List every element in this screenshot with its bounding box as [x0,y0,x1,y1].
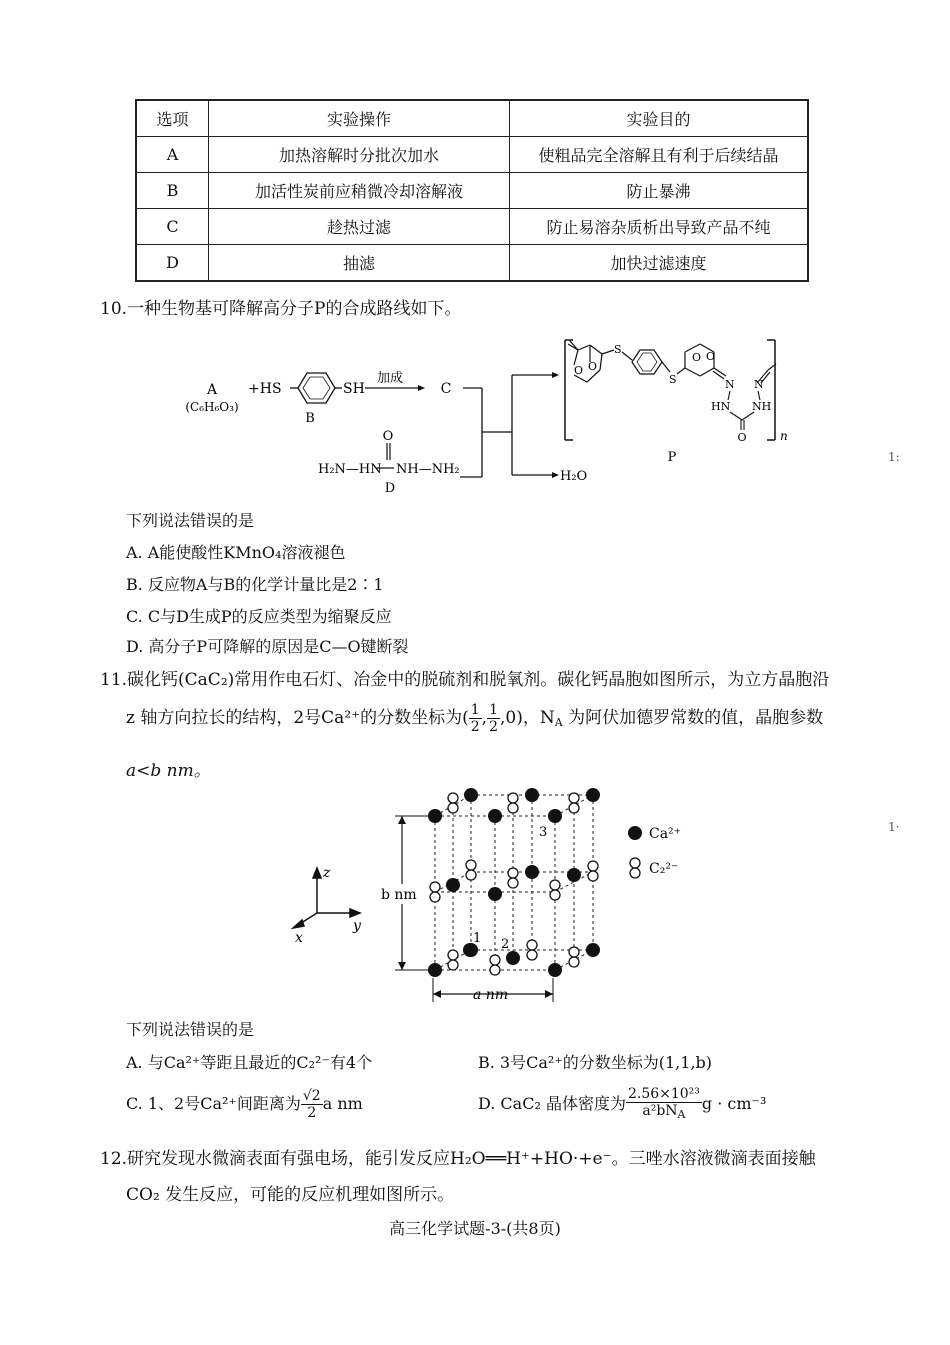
compound-d-label: D [384,481,396,496]
table-row [136,173,808,209]
q11-prompt: 下列说法错误的是 [126,1020,255,1039]
legend-ca-label: Ca²⁺ [649,826,682,842]
p-carbonyl-o: O [737,431,747,444]
axis-x-label: x [295,930,303,946]
table-cell: 防止易溶杂质析出导致产品不纯 [510,209,809,245]
q10-synthesis-scheme [170,330,810,500]
table-cell: D [136,245,209,282]
table-cell: 抽滤 [209,245,510,282]
table-cell: 防止暴沸 [510,173,809,209]
legend-c2-marker [630,858,640,868]
q11-option-c: C. 1、2号Ca²⁺间距离为 $\frac{√2}{2}$ a nm [126,1088,363,1121]
fraction-density: $\frac{\text{2.56×10²³}}{a^2bN_A}$ [627,1086,700,1121]
d-left-group: H₂N—HN [318,462,382,477]
p-nitrogen: N [725,378,735,391]
q10-option-c: C. C与D生成P的反应类型为缩聚反应 [126,607,392,626]
compound-b-label: B [305,411,315,426]
p-nitrogen: N [754,378,764,391]
fraction-half: $\frac{1}{2}$ [470,702,480,735]
compound-a-formula: (C₆H₆O₃) [185,400,239,414]
addition-arrow-label: 加成 [376,371,404,386]
table-cell: C [136,209,209,245]
legend-ca-marker [628,826,642,840]
table-header: 选项 [136,100,209,137]
table-header: 实验目的 [510,100,809,137]
b-sh-group: SH [343,381,365,397]
table-cell: 使粗品完全溶解且有利于后续结晶 [510,137,809,173]
p-nh-group: NH [752,400,772,413]
benzene-ring-b [298,373,335,403]
p-hn-group: HN [711,400,731,413]
q11-option-b: B. 3号Ca²⁺的分数坐标为(1,1,b) [478,1053,713,1072]
table-cell: 加快过滤速度 [510,245,809,282]
d-right-group: NH—NH₂ [396,462,460,477]
ca-number-2: 2 [501,937,510,952]
cac2-unit-cell-figure [285,780,705,1010]
table-cell: 加热溶解时分批次加水 [209,137,510,173]
q11-line2-text: z 轴方向拉长的结构，2号Ca²⁺的分数坐标为( [126,708,469,728]
p-sulfur: S [614,343,622,356]
b-hs-group: +HS [248,381,282,397]
ca-number-3: 3 [539,825,548,840]
table-cell: B [136,173,209,209]
table-cell: 加活性炭前应稍微冷却溶解液 [209,173,510,209]
compound-a-label: A [206,382,218,398]
table-header-row [136,100,808,137]
a-dimension-label: a nm [473,987,509,1003]
axis-z-label: z [323,865,331,881]
legend-c2-label: C₂²⁻ [649,861,679,877]
q10-option-d: D. 高分子P可降解的原因是C—O键断裂 [126,637,409,656]
experiment-table [135,99,809,282]
d-carbonyl-o: O [382,429,394,444]
table-row [136,209,808,245]
q11-line1: 11.碳化钙(CaC₂)常用作电石灯、冶金中的脱硫剂和脱氧剂。碳化钙晶胞如图所示，为立方晶胞沿 [100,670,830,690]
table-cell: 趁热过滤 [209,209,510,245]
q10-prompt: 下列说法错误的是 [126,511,255,530]
page-footer: 高三化学试题-3-(共8页) [389,1219,561,1238]
polymer-p-label: P [667,450,677,465]
q12-line1: 12.研究发现水微滴表面有强电场，能引发反应H₂O══H⁺+HO·+e⁻。三唑水溶液微滴表面接触 [100,1149,816,1169]
fraction-sqrt2-over-2: $\frac{√2}{2}$ [302,1088,321,1121]
edge-mark: 1: [888,450,900,464]
edge-mark: 1· [888,820,900,834]
compound-c-label: C [440,381,452,397]
q11-option-d: D. CaC₂ 晶体密度为 $\frac{\text{2.56×10²³}}{a^2bN_A}$ g · cm⁻³ [478,1086,767,1121]
q11-option-a: A. 与Ca²⁺等距且最近的C₂²⁻有4个 [126,1053,373,1072]
table-cell: A [136,137,209,173]
polymer-repeat-n: n [780,429,788,443]
q11-line3: a<b nm。 [126,761,211,781]
p-oxygen: O [692,351,702,364]
water-product: H₂O [560,469,588,484]
q10-stem: 10.一种生物基可降解高分子P的合成路线如下。 [100,299,462,319]
fraction-half: $\frac{1}{2}$ [489,702,498,735]
q12-line2: CO₂ 发生反应，可能的反应机理如图所示。 [126,1185,455,1205]
p-oxygen: O [706,350,716,363]
bicyclic-unit-right [677,344,726,379]
q10-option-a: A. A能使酸性KMnO₄溶液褪色 [126,543,346,562]
table-row [136,137,808,173]
q11-line2: z 轴方向拉长的结构，2号Ca²⁺的分数坐标为( $\frac{1}{2}$ , $\frac{1}{2}$ ,0)，$N_A$ 为阿伏加德罗常数的值，晶胞参数 [126,702,824,735]
axis-y-label: y [353,918,361,934]
table-header: 实验操作 [209,100,510,137]
ca-number-1: 1 [473,931,482,946]
b-dimension-label: b nm [381,887,417,903]
q10-option-b: B. 反应物A与B的化学计量比是2∶1 [126,575,384,594]
benzene-ring-p [632,350,662,374]
p-oxygen: O [574,364,584,377]
p-oxygen: O [588,360,598,373]
table-row [136,245,808,282]
p-sulfur: S [669,373,677,386]
